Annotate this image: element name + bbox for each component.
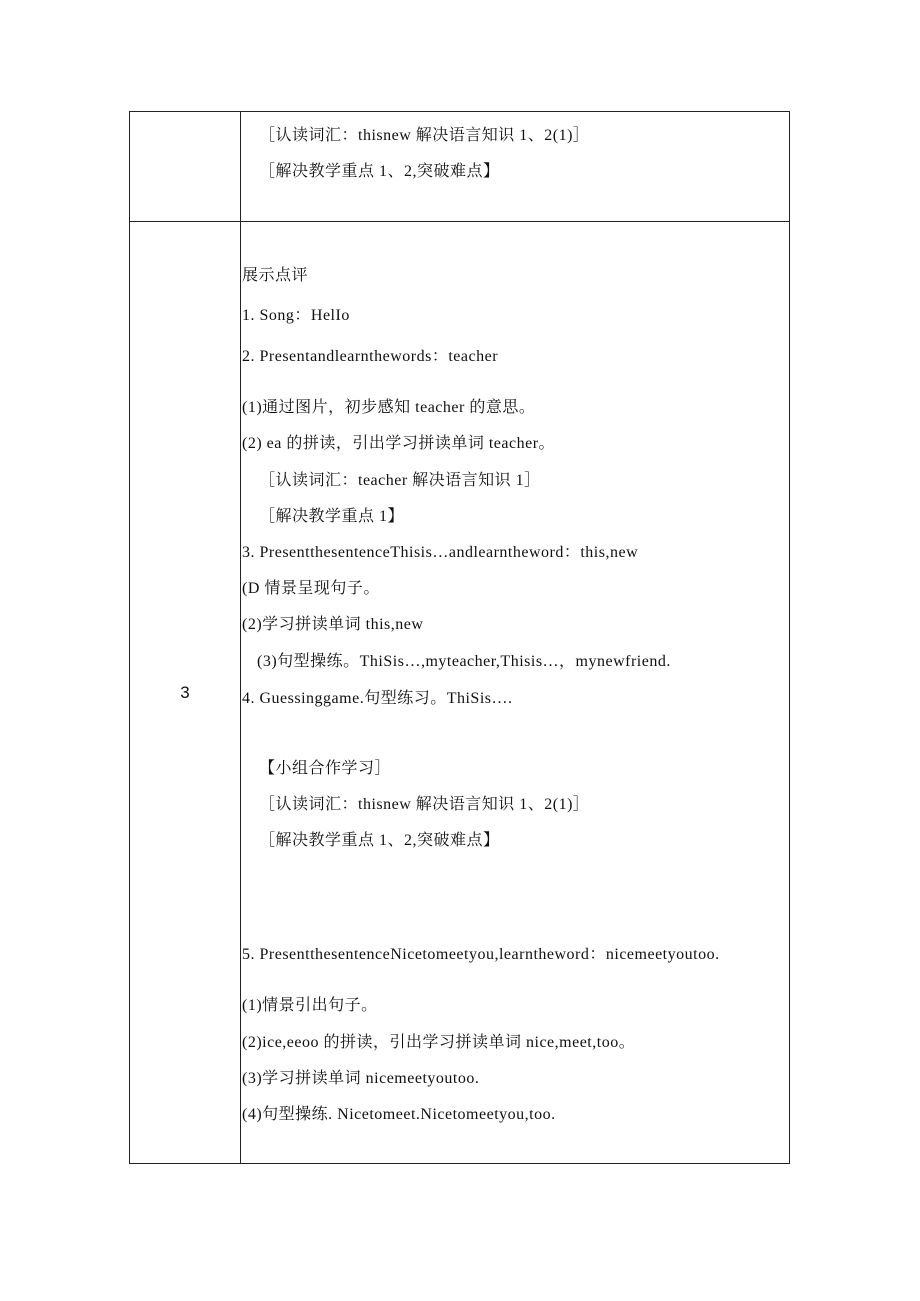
table-row-continuation — [130, 112, 789, 222]
sub-item: (2)ice,eeoo 的拼读，引出学习拼读单词 nice,meet,too。 — [242, 1034, 636, 1051]
sub-item: (3)学习拼读单词 nicemeetyoutoo. — [242, 1070, 480, 1087]
column-divider — [240, 112, 241, 221]
step-item: 2. Presentandlearnthewords：teacher — [242, 348, 499, 365]
step-item: 4. Guessinggame.句型练习。ThiSis…. — [242, 690, 513, 707]
group-note: 【小组合作学习］ — [259, 760, 392, 777]
lesson-table — [129, 111, 790, 1164]
sub-item: (4)句型操练. Nicetomeet.Nicetomeetyou,too. — [242, 1106, 556, 1123]
focus-note: ［解决教学重点 1、2,突破难点】 — [259, 832, 500, 849]
step-number: 3 — [180, 683, 190, 702]
sub-item: (2)学习拼读单词 this,new — [242, 616, 424, 633]
vocab-note: ［认读词汇：thisnew 解决语言知识 1、2(1)］ — [259, 127, 590, 144]
sub-item: (3)句型操练。ThiSis…,myteacher,Thisis…，mynewfriend. — [257, 653, 671, 670]
sub-item: (2) ea 的拼读，引出学习拼读单词 teacher。 — [242, 435, 556, 452]
vocab-note: ［认读词汇：thisnew 解决语言知识 1、2(1)］ — [259, 796, 590, 813]
step-item: 5. PresentthesentenceNicetomeetyou,learntheword：nicemeetyoutoo. — [242, 946, 720, 963]
section-heading: 展示点评 — [242, 267, 309, 284]
sub-item: (1)通过图片，初步感知 teacher 的意思。 — [242, 399, 536, 416]
vocab-note: ［认读词汇：teacher 解决语言知识 1］ — [259, 472, 541, 489]
focus-note: ［解决教学重点 1】 — [259, 508, 405, 525]
step-item: 1. Song：HelIo — [242, 307, 350, 324]
step-item: 3. PresentthesentenceThisis…andlearntheword：this,new — [242, 544, 639, 561]
focus-note: ［解决教学重点 1、2,突破难点】 — [259, 163, 500, 180]
sub-item: (1)情景引出句子。 — [242, 997, 378, 1014]
table-row-step-3 — [130, 222, 789, 1163]
sub-item: (D 情景呈现句子。 — [242, 580, 380, 597]
column-divider — [240, 222, 241, 1163]
